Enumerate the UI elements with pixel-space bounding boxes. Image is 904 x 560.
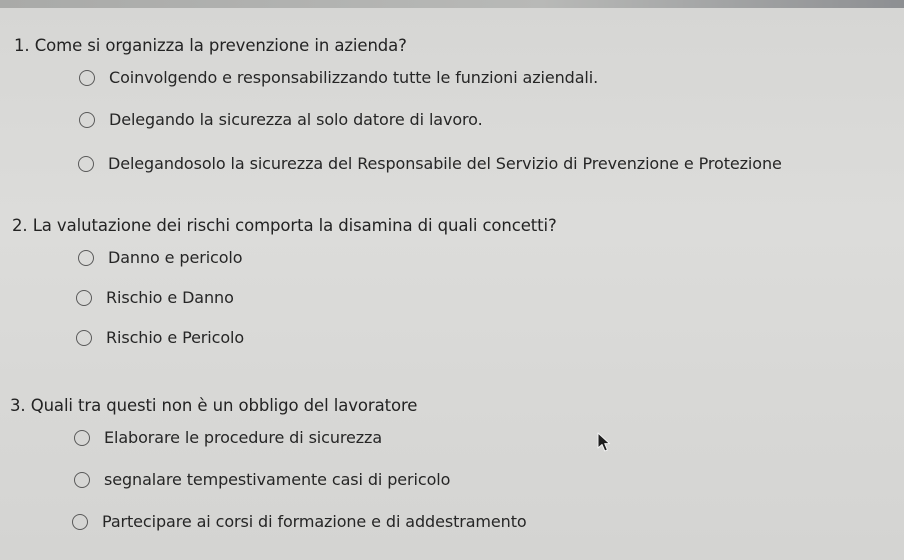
mouse-pointer-icon	[597, 432, 611, 452]
question-2-option-1[interactable]	[78, 248, 242, 267]
radio-unselected-icon[interactable]	[79, 112, 95, 128]
question-3-option-3[interactable]	[72, 512, 527, 531]
option-label: Partecipare ai corsi di formazione e di addestramento	[102, 512, 527, 531]
option-label: Rischio e Pericolo	[106, 328, 245, 347]
question-2-option-3[interactable]	[76, 328, 244, 347]
radio-unselected-icon[interactable]	[76, 330, 92, 346]
option-label: Rischio e Danno	[106, 288, 234, 307]
option-label: Elaborare le procedure di sicurezza	[104, 428, 383, 447]
option-label: Coinvolgendo e responsabilizzando tutte le funzioni aziendali.	[109, 68, 599, 87]
question-1-text: 1. Come si organizza la prevenzione in azienda?	[14, 36, 407, 55]
radio-unselected-icon[interactable]	[79, 70, 95, 86]
radio-unselected-icon[interactable]	[72, 514, 88, 530]
option-label: Delegandosolo la sicurezza del Responsabile del Servizio di Prevenzione e Protezione	[108, 154, 782, 173]
radio-unselected-icon[interactable]	[78, 250, 94, 266]
question-1-option-3[interactable]	[78, 154, 782, 173]
question-1-option-2[interactable]	[79, 110, 483, 129]
radio-unselected-icon[interactable]	[74, 430, 90, 446]
radio-unselected-icon[interactable]	[76, 290, 92, 306]
option-label: Delegando la sicurezza al solo datore di lavoro.	[109, 110, 483, 129]
question-1-option-1[interactable]	[79, 68, 598, 87]
question-3-text: 3. Quali tra questi non è un obbligo del lavoratore	[10, 396, 418, 415]
radio-unselected-icon[interactable]	[78, 156, 94, 172]
question-2-text: 2. La valutazione dei rischi comporta la disamina di quali concetti?	[12, 216, 557, 235]
question-3-option-1[interactable]	[74, 428, 382, 447]
option-label: Danno e pericolo	[108, 248, 243, 267]
option-label: segnalare tempestivamente casi di pericolo	[104, 470, 451, 489]
question-2-option-2[interactable]	[76, 288, 234, 307]
radio-unselected-icon[interactable]	[74, 472, 90, 488]
question-3-option-2[interactable]	[74, 470, 450, 489]
